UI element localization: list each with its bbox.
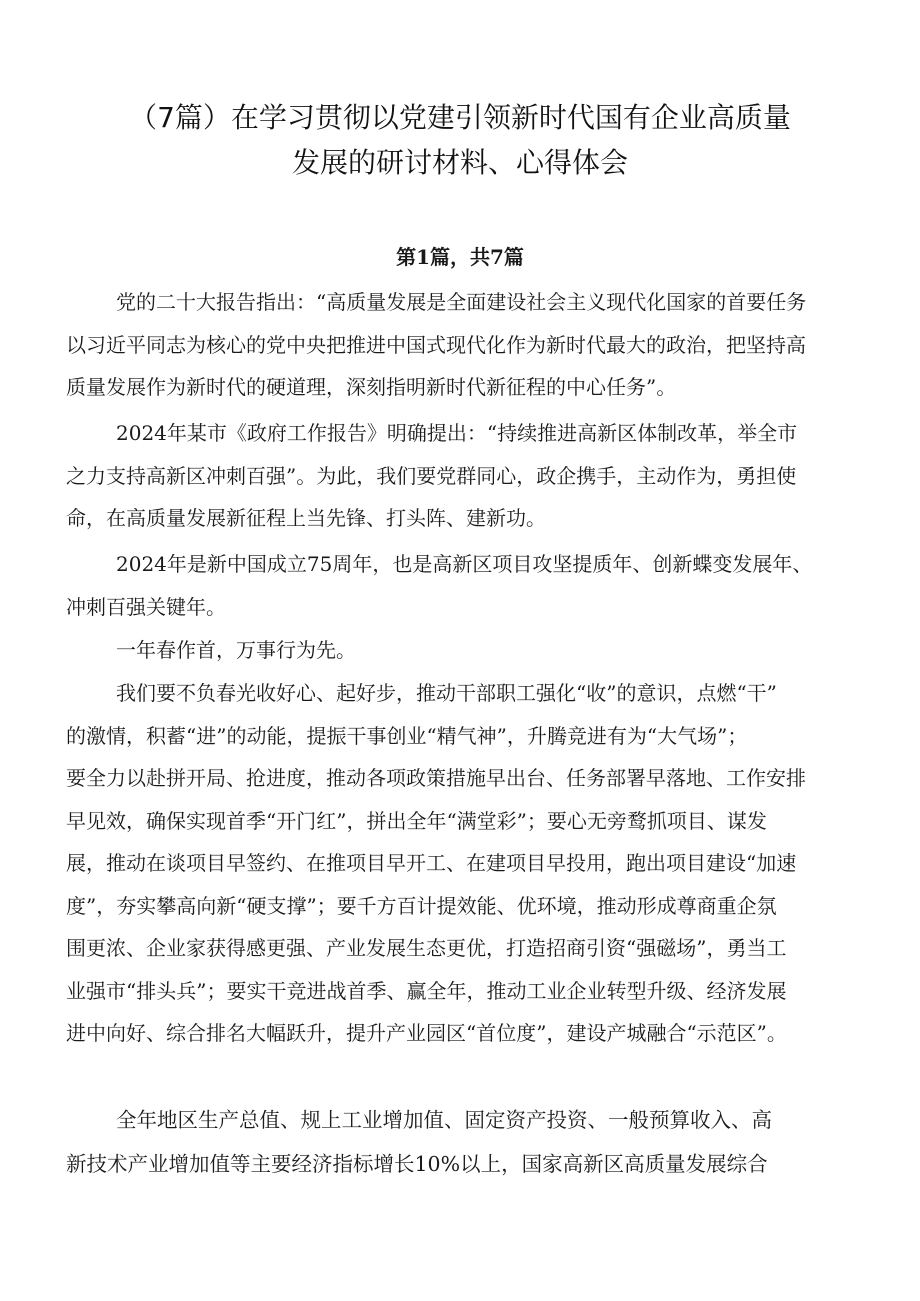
- paragraph-line: 2024年是新中国成立75周年，也是高新区项目攻坚提质年、创新蝶变发展年、: [116, 552, 813, 576]
- paragraph-line: 冲刺百强关键年。: [66, 594, 226, 619]
- paragraph-line: 全年地区生产总值、规上工业增加值、固定资产投资、一般预算收入、高: [116, 1108, 772, 1132]
- paragraph-3: [66, 543, 866, 628]
- document-title-line-1: （7篇）在学习贯彻以党建引领新时代国有企业高质量: [129, 101, 791, 134]
- paragraph-4: [66, 629, 866, 672]
- paragraph-line: 展，推动在谈项目早签约、在推项目早开工、在建项目早投用，跑出项目建设“加速: [66, 851, 797, 875]
- paragraph-line: 围更浓、企业家获得感更强、产业发展生态更优，打造招商引资“强磁场”，勇当工: [66, 936, 787, 960]
- paragraph-line: 进中向好、综合排名大幅跃升，提升产业园区“首位度”，建设产城融合“示范区”。: [66, 1021, 787, 1045]
- paragraph-line: 新技术产业增加值等主要经济指标增长10%以上，国家高新区高质量发展综合: [66, 1152, 768, 1176]
- paragraph-line: 命，在高质量发展新征程上当先锋、打头阵、建新功。: [66, 506, 546, 530]
- paragraph-5: [66, 672, 866, 1055]
- paragraph-6: [66, 1098, 866, 1186]
- paragraph-line: 的激情，积蓄“进”的动能，提振干事创业“精气神”，升腾竞进有为“大气场”；: [66, 723, 748, 748]
- paragraph-line: 一年春作首，万事行为先。: [116, 638, 356, 662]
- paragraph-line: 我们要不负春光收好心、起好步，推动干部职工强化“收”的意识，点燃“干”: [116, 681, 777, 705]
- paragraph-line: 度”，夯实攀高向新“硬支撑”；要千方百计提效能、优环境，推动形成尊商重企氛: [66, 893, 777, 918]
- paragraph-line: 以习近平同志为核心的党中央把推进中国式现代化作为新时代最大的政治，把坚持高: [66, 332, 806, 357]
- paragraph-line: 2024年某市《政府工作报告》明确提出：“持续推进高新区体制改革，举全市: [116, 421, 798, 445]
- paragraph-line: 质量发展作为新时代的硬道理，深刻指明新时代新征程的中心任务”。: [66, 375, 677, 399]
- paragraph-2: [66, 412, 866, 540]
- section-heading: 第1篇，共7篇: [396, 245, 524, 269]
- paragraph-line: 要全力以赴拼开局、抢进度，推动各项政策措施早出台、任务部署早落地、工作安排: [66, 766, 806, 790]
- paragraph-line: 党的二十大报告指出：“高质量发展是全面建设社会主义现代化国家的首要任务: [116, 290, 807, 314]
- document-title-line-2: 发展的研讨材料、心得体会: [291, 146, 628, 179]
- paragraph-line: 早见效，确保实现首季“开门红”，拼出全年“满堂彩”；要心无旁鹜抓项目、谋发: [66, 808, 767, 833]
- paragraph-line: 之力支持高新区冲刺百强”。为此，我们要党群同心，政企携手，主动作为，勇担使: [66, 463, 797, 488]
- paragraph-1: [66, 281, 866, 409]
- paragraph-line: 业强市“排头兵”；要实干竞进战首季、赢全年，推动工业企业转型升级、经济发展: [66, 978, 787, 1003]
